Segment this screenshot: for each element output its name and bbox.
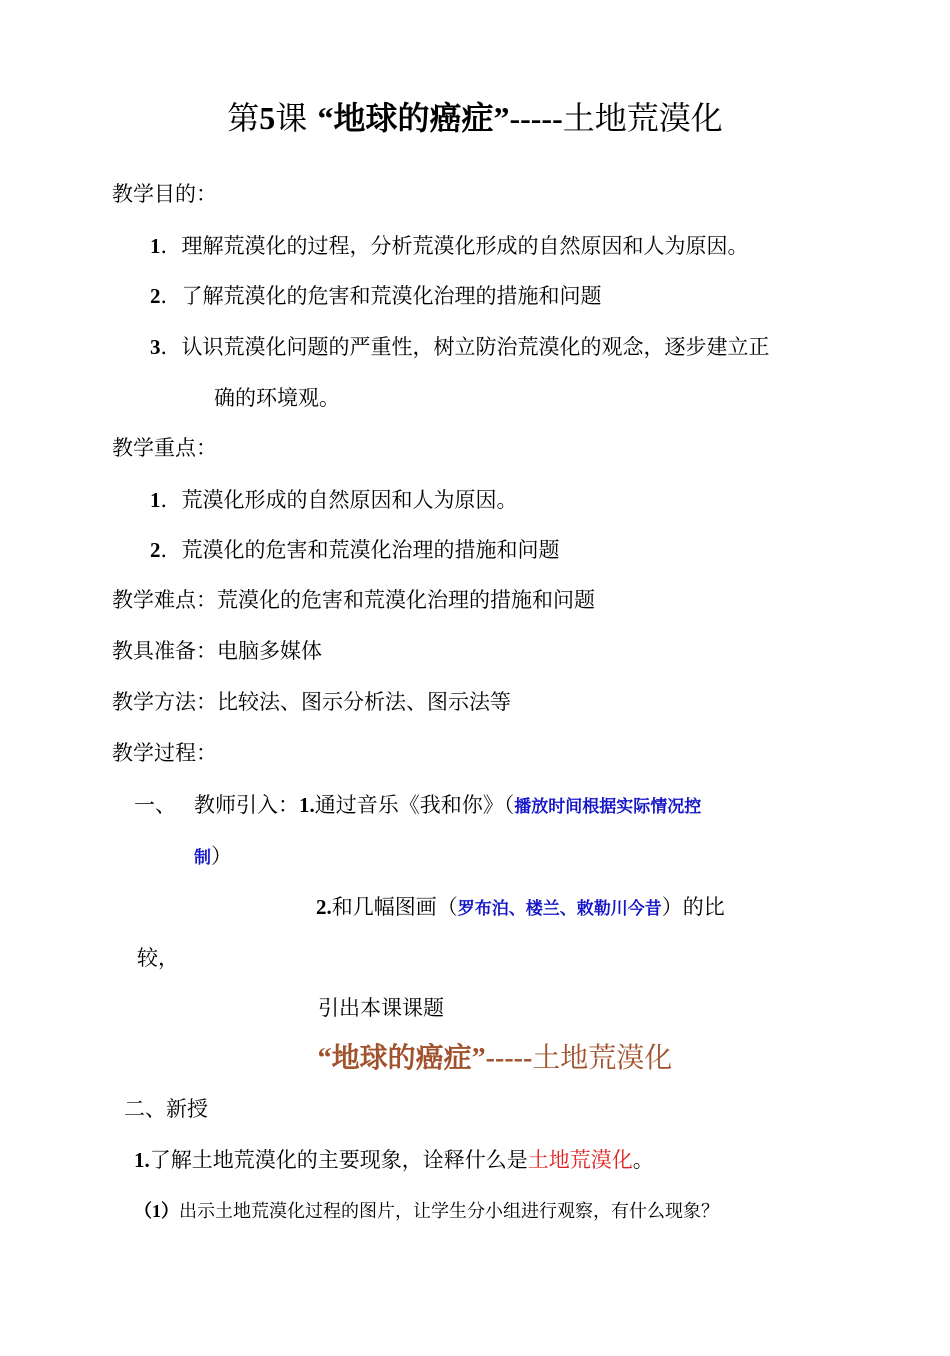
goal-item-3: 3．认识荒漠化问题的严重性，树立防治荒漠化的观念，逐步建立正 xyxy=(150,335,770,359)
new-lesson-heading: 二、新授 xyxy=(124,1097,208,1121)
intro-step-1-continued: 制） xyxy=(194,844,232,868)
page-title xyxy=(0,98,950,138)
key-point-item-1: 1．荒漠化形成的自然原因和人为原因。 xyxy=(150,488,518,512)
key-point-item-2: 2．荒漠化的危害和荒漠化治理的措施和问题 xyxy=(150,538,560,562)
intro-marker: 一、 xyxy=(134,793,176,817)
title-lesson-number: 5 xyxy=(259,100,276,136)
intro-lead-line: 引出本课课题 xyxy=(318,996,444,1020)
goal-item-2: 2．了解荒漠化的危害和荒漠化治理的措施和问题 xyxy=(150,284,602,308)
intro-step-1-note: 播放时间根据实际情况控 xyxy=(514,797,702,817)
highlighted-term: 土地荒漠化 xyxy=(527,1148,633,1172)
process-heading: 教学过程： xyxy=(112,741,217,765)
key-points-heading: 教学重点： xyxy=(112,436,217,460)
intro-step-2-note: 罗布泊、楼兰、敕勒川今昔 xyxy=(457,899,662,919)
goal-item-1: 1．理解荒漠化的过程，分析荒漠化形成的自然原因和人为原因。 xyxy=(150,234,749,258)
difficulty-line: 教学难点：荒漠化的危害和荒漠化治理的措施和问题 xyxy=(112,588,595,612)
lesson-topic-heading: “地球的癌症”-----土地荒漠化 xyxy=(317,1041,673,1074)
new-lesson-subpoint-1: （1）出示土地荒漠化过程的图片，让学生分小组进行观察，有什么现象？ xyxy=(134,1201,719,1222)
title-topic: 土地荒漠化 xyxy=(562,99,723,137)
title-quoted: “地球的癌症”----- xyxy=(317,100,563,136)
equipment-line: 教具准备：电脑多媒体 xyxy=(112,639,322,663)
goal-item-3-continued: 确的环境观。 xyxy=(214,386,340,410)
title-lesson-word: 课 xyxy=(275,99,308,137)
goals-heading: 教学目的： xyxy=(112,182,217,206)
intro-step-2-continued: 较， xyxy=(137,946,179,970)
new-lesson-point-1: 1.了解土地荒漠化的主要现象，诠释什么是土地荒漠化。 xyxy=(134,1148,654,1172)
intro-step-2: 2.和几幅图画（罗布泊、楼兰、敕勒川今昔）的比 xyxy=(316,895,725,919)
title-prefix: 第 xyxy=(227,99,260,137)
intro-step-1: 教师引入：1.通过音乐《我和你》（播放时间根据实际情况控 xyxy=(194,793,702,817)
methods-line: 教学方法：比较法、图示分析法、图示法等 xyxy=(112,690,511,714)
